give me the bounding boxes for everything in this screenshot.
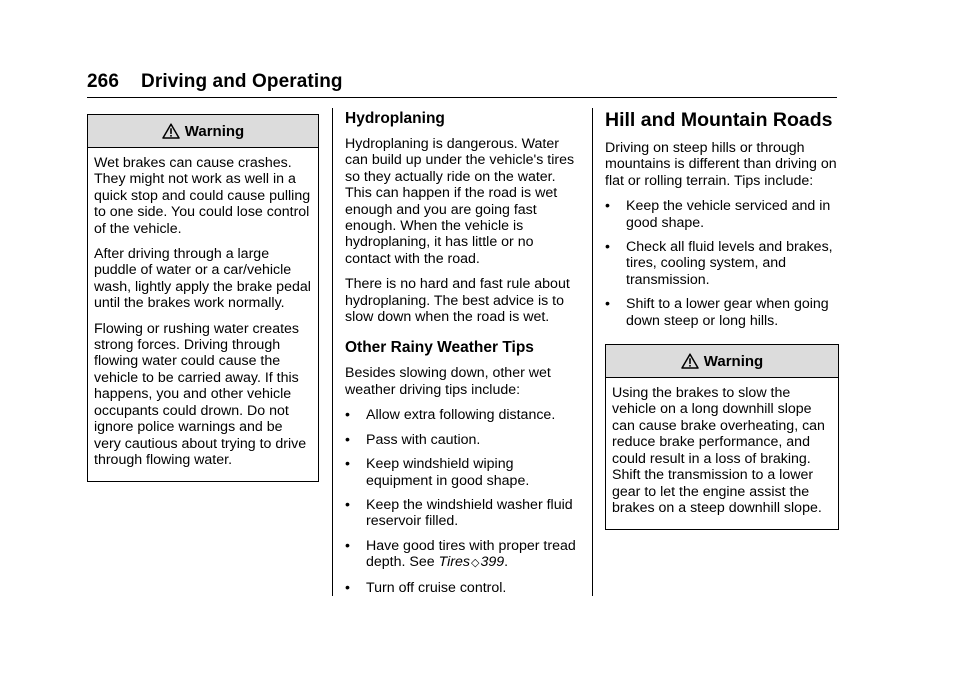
list-item: [605, 239, 839, 288]
column-divider-1: [332, 108, 333, 596]
bullet-glyph: •: [345, 537, 350, 554]
list-item-end: .: [504, 554, 509, 571]
page-number: 266: [87, 71, 120, 92]
list-item: [605, 296, 839, 329]
column-3: [605, 108, 839, 530]
warning-paragraph: Wet brakes can cause crashes. They might not work as well in a quick stop and could cause pulling to one side. You could lose control of the vehicle.: [94, 155, 311, 237]
bullet-glyph: •: [605, 296, 610, 313]
hydroplaning-paragraph: There is no hard and fast rule about hydroplaning. The best advice is to slow down when the road is wet.: [345, 276, 570, 326]
bullet-glyph: •: [605, 239, 610, 256]
list-item-text: Turn off cruise control.: [366, 579, 507, 596]
warning-box-wet-brakes: [87, 114, 319, 482]
column-2: [345, 110, 580, 605]
header-rule: [87, 97, 837, 98]
rainy-weather-heading: Other Rainy Weather Tips: [345, 339, 534, 357]
warning-label: Warning: [184, 122, 245, 140]
warning-paragraph: Using the brakes to slow the vehicle on a long downhill slope can cause brake overheating, can reduce brake performance, and could result in a loss of braking. Shift the transmission to a lower gear to let the engine assist the brakes on a steep downhill slope.: [612, 385, 825, 516]
list-item-text: Allow extra following distance.: [366, 407, 556, 424]
bullet-glyph: •: [345, 431, 350, 448]
bullet-glyph: •: [605, 198, 610, 215]
rainy-weather-intro: Besides slowing down, other wet weather driving tips include:: [345, 365, 551, 398]
bullet-glyph: •: [345, 407, 350, 424]
bullet-glyph: •: [345, 496, 350, 513]
hill-mountain-heading: Hill and Mountain Roads: [605, 109, 833, 131]
page-title: Driving and Operating: [141, 71, 343, 92]
list-item-text: Have good tires with proper tread depth. See: [366, 537, 576, 571]
list-item: [605, 198, 839, 231]
bullet-glyph: •: [345, 456, 350, 473]
list-item-text: Check all fluid levels and brakes, tires, cooling system, and transmission.: [626, 239, 833, 288]
tires-link[interactable]: Tires: [438, 554, 470, 571]
list-item: [345, 538, 580, 572]
warning-header: [606, 345, 838, 378]
column-1: [87, 114, 319, 482]
hill-mountain-list: [605, 198, 839, 329]
hydroplaning-heading: Hydroplaning: [345, 110, 445, 127]
hill-mountain-intro: Driving on steep hills or through mountains is different than driving on flat or rolling terrain. Tips include:: [605, 140, 837, 189]
column-divider-2: [592, 108, 593, 596]
warning-paragraph: Flowing or rushing water creates strong forces. Driving through flowing water could cause the vehicle to be carried away. If this happens, you and other vehicle occupants could drown. Do not ignore police warnings and be very cautious about trying to drive through flowing water.: [94, 320, 307, 468]
list-item: [345, 456, 580, 489]
warning-box-downhill-brakes: [605, 344, 839, 530]
page-header: [87, 71, 343, 93]
list-item-text: Shift to a lower gear when going down steep or long hills.: [626, 296, 829, 329]
warning-body: [88, 148, 318, 481]
warning-triangle-icon: [681, 353, 699, 369]
warning-body: [606, 378, 838, 529]
list-item-text: Keep windshield wiping equipment in good shape.: [366, 456, 530, 489]
list-item: [345, 407, 580, 423]
warning-label: Warning: [703, 352, 764, 370]
bullet-glyph: •: [345, 579, 350, 596]
list-item-text: Keep the vehicle serviced and in good shape.: [626, 198, 831, 231]
rainy-weather-list: [345, 407, 580, 596]
warning-triangle-icon: [162, 123, 180, 139]
list-item-text: Keep the windshield washer fluid reservoir filled.: [366, 496, 573, 530]
warning-paragraph: After driving through a large puddle of water or a car/vehicle wash, lightly apply the brake pedal until the brakes work normally.: [94, 246, 311, 312]
hydroplaning-paragraph: Hydroplaning is dangerous. Water can build up under the vehicle's tires so they actually ride on the water. This can happen if the road is wet enough and you are going fast enough. When the vehicle is hydroplaning, it has little or no contact with the road.: [345, 136, 575, 267]
list-item-text: Pass with caution.: [366, 431, 481, 448]
list-item: [345, 580, 580, 596]
warning-header: [88, 115, 318, 148]
page-ref-arrow-icon: ◇: [470, 557, 480, 570]
list-item: [345, 432, 580, 448]
tires-page-link[interactable]: 399: [480, 554, 505, 571]
list-item: [345, 497, 580, 530]
